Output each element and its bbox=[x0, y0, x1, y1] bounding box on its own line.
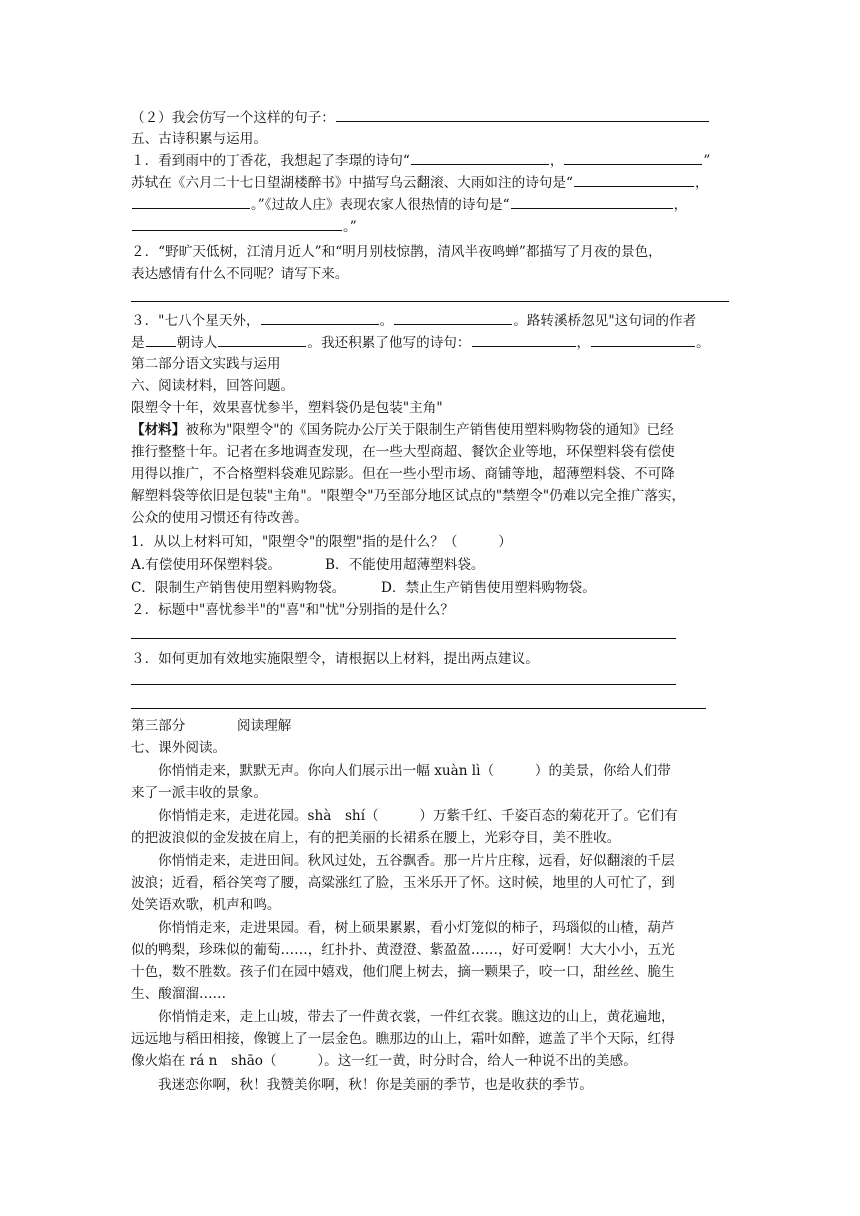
material-line-2: 推行整整十年。记者在多地调查发现，在一些大型商超、餐饮企业等地，环保塑料袋有偿使 bbox=[131, 444, 675, 460]
passage-p1-line2: 来了一派丰收的景象。 bbox=[131, 785, 267, 801]
answer-blank[interactable] bbox=[564, 151, 702, 165]
sec5-q2-line1: ２．“野旷天低树，江清月近人”和“明月别枝惊鹊，清风半夜鸣蝉”都描写了月夜的景色， bbox=[131, 244, 662, 260]
sec5-q1-line1: １．看到雨中的丁香花，我想起了李璟的诗句“ ， ” bbox=[131, 153, 711, 169]
passage-p4-line3: 十色，数不胜数。孩子们在园中嬉戏，他们爬上树去，摘一颗果子，咬一口，甜丝丝、脆生 bbox=[131, 964, 675, 980]
answer-blank[interactable] bbox=[132, 195, 250, 209]
sec5-q3-line2: 是 朝诗人 。我还积累了他写的诗句： ， 。 bbox=[131, 335, 710, 351]
sec6-q1: 1．从以上材料可知，"限塑令"的限塑"指的是什么？（ ） bbox=[131, 534, 512, 550]
sec4-q2-label: （２）我会仿写一个这样的句子： bbox=[131, 110, 335, 126]
material-line-5: 公众的使用习惯还有待改善。 bbox=[131, 510, 308, 526]
material-line-4: 解塑料袋等依旧是包装"主角"。"限塑令"乃至部分地区试点的"禁塑令"仍难以完全推广落实， bbox=[131, 488, 686, 504]
article-title: 限塑令十年，效果喜忧参半，塑料袋仍是包装"主角" bbox=[131, 400, 443, 416]
passage-p2-line1: 你悄悄走来，走进花园。shà shí（ ）万紫千红、千姿百态的菊花开了。它们有 bbox=[158, 808, 678, 824]
answer-blank[interactable] bbox=[261, 311, 379, 325]
material-line-1: 【材料】被称为"限塑令"的《国务院办公厅关于限制生产销售使用塑料购物袋的通知》已经 bbox=[131, 422, 674, 438]
answer-blank[interactable] bbox=[132, 217, 342, 231]
section5-heading: 五、古诗积累与运用。 bbox=[131, 131, 267, 147]
sec5-q3-line1: ３．"七八个星天外， 。 。路转溪桥忽见"这句词的作者 bbox=[131, 313, 697, 329]
part2-heading: 第二部分语文实践与运用 bbox=[131, 356, 281, 372]
part3-heading: 第三部分 阅读理解 bbox=[131, 718, 292, 734]
passage-p3-line2: 波浪；近看，稻谷笑弯了腰，高粱涨红了脸，玉米乐开了怀。这时候，地里的人可忙了，到 bbox=[131, 875, 675, 891]
option-d[interactable]: D．禁止生产销售使用塑料购物袋。 bbox=[381, 580, 596, 596]
passage-p4-line1: 你悄悄走来，走进果园。看，树上硕果累累，看小灯笼似的柿子，玛瑙似的山楂，葫芦 bbox=[158, 920, 675, 936]
answer-line[interactable] bbox=[131, 638, 676, 639]
passage-p5-line2: 远远地与稻田相接，像镀上了一层金色。瞧那边的山上，霜叶如醉，遮盖了半个天际，红得 bbox=[131, 1031, 675, 1047]
sec5-q1-line2: 苏轼在《六月二十七日望湖楼醉书》中描写乌云翻滚、大雨如注的诗句是“ ， bbox=[131, 175, 709, 191]
sec5-q2-line2: 表达感情有什么不同呢？请写下来。 bbox=[131, 266, 349, 282]
sec6-q1-options-ab bbox=[131, 554, 485, 576]
answer-line[interactable] bbox=[131, 708, 706, 709]
passage-p4-line4: 生、酸溜溜…… bbox=[131, 986, 227, 1002]
passage-p5-line1: 你悄悄走来，走上山坡，带去了一件黄衣裳，一件红衣裳。瞧这边的山上，黄花遍地， bbox=[158, 1009, 675, 1025]
option-c[interactable]: C．限制生产销售使用塑料购物袋。 bbox=[131, 580, 346, 596]
answer-blank[interactable] bbox=[146, 333, 176, 347]
sec6-q2: ２．标题中"喜忧参半"的"喜"和"忧"分别指的是什么？ bbox=[131, 602, 454, 618]
sec5-q1-line3: 。”《过故人庄》表现农家人很热情的诗句是“ ， bbox=[131, 194, 687, 216]
passage-p5-line3: 像火焰在 rá n shāo（ ）。这一红一黄，时分时合，给人一种说不出的美感。 bbox=[131, 1053, 637, 1069]
material-line-3: 用得以推广，不合格塑料袋难见踪影。但在一些小型市场、商铺等地，超薄塑料袋、不可降 bbox=[131, 466, 675, 482]
answer-blank[interactable] bbox=[394, 311, 512, 325]
passage-p3-line1: 你悄悄走来，走进田间。秋风过处，五谷飘香。那一片片庄稼，远看，好似翻滚的千层 bbox=[158, 853, 675, 869]
answer-blank[interactable] bbox=[472, 333, 576, 347]
material-tag: 【材料】 bbox=[131, 422, 186, 438]
sec5-q1-line4: 。” bbox=[131, 216, 357, 238]
passage-p3-line3: 处笑语欢歌，机声和鸣。 bbox=[131, 897, 281, 913]
section6-heading: 六、阅读材料，回答问题。 bbox=[131, 378, 295, 394]
option-b[interactable]: B．不能使用超薄塑料袋。 bbox=[325, 557, 485, 573]
answer-line[interactable] bbox=[131, 301, 729, 302]
section7-heading: 七、课外阅读。 bbox=[131, 740, 227, 756]
passage-p6-line1: 我迷恋你啊，秋！我赞美你啊，秋！你是美丽的季节，也是收获的季节。 bbox=[158, 1077, 593, 1093]
sec6-q1-options-cd bbox=[131, 577, 596, 599]
passage-p2-line2: 的把波浪似的金发披在肩上，有的把美丽的长裙系在腰上，光彩夺目，美不胜收。 bbox=[131, 830, 621, 846]
passage-p4-line2: 似的鸭梨，珍珠似的葡萄……，红扑扑、黄澄澄、紫盈盈……，好可爱啊！大大小小，五光 bbox=[131, 942, 675, 958]
answer-blank[interactable] bbox=[574, 173, 694, 187]
option-a[interactable]: A.有偿使用环保塑料袋。 bbox=[131, 557, 282, 573]
answer-blank[interactable] bbox=[218, 333, 306, 347]
answer-line[interactable] bbox=[131, 684, 676, 685]
answer-blank[interactable] bbox=[591, 333, 695, 347]
sec4-q2-line bbox=[131, 107, 710, 129]
sec6-q3: ３．如何更加有效地实施限塑令，请根据以上材料，提出两点建议。 bbox=[131, 651, 539, 667]
passage-p1-line1: 你悄悄走来，默默无声。你向人们展示出一幅 xuàn lì（ ）的美景，你给人们带 bbox=[158, 763, 671, 779]
answer-blank[interactable] bbox=[511, 195, 673, 209]
answer-blank[interactable] bbox=[336, 108, 709, 122]
answer-blank[interactable] bbox=[411, 151, 549, 165]
